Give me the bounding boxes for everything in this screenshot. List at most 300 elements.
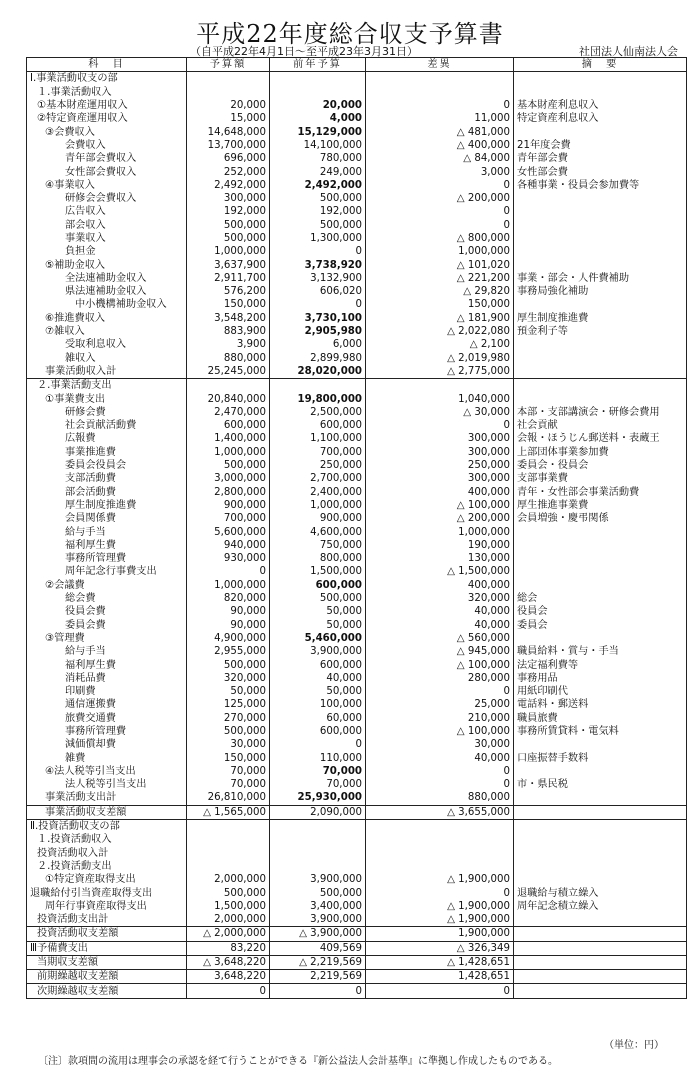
account-cell: 青年部会費収入 — [27, 152, 187, 165]
budget-cell: 880,000 — [187, 352, 270, 365]
prior-budget-cell: 3,132,900 — [270, 272, 366, 285]
account-cell: 社会貢献活動費 — [27, 419, 187, 432]
difference-cell: 150,000 — [366, 298, 514, 311]
remarks-cell — [514, 125, 687, 138]
table-row — [27, 698, 687, 711]
account-cell: 雑収入 — [27, 352, 187, 365]
prior-budget-cell: 780,000 — [270, 152, 366, 165]
difference-cell: 0 — [366, 765, 514, 778]
difference-cell: 0 — [366, 205, 514, 218]
account-cell: １.投資活動収入 — [27, 833, 187, 846]
table-row — [27, 352, 687, 365]
table-row — [27, 618, 687, 631]
remarks-cell: 各種事業・役員会参加費等 — [514, 179, 687, 192]
budget-cell: 13,700,000 — [187, 139, 270, 152]
account-cell: 法人税等引当支出 — [27, 778, 187, 791]
table-row — [27, 913, 687, 927]
table-row — [27, 970, 687, 984]
prior-budget-cell: 40,000 — [270, 672, 366, 685]
table-row — [27, 165, 687, 178]
remarks-cell — [514, 819, 687, 833]
budget-cell: 300,000 — [187, 192, 270, 205]
remarks-cell — [514, 738, 687, 751]
remarks-cell — [514, 192, 687, 205]
prior-budget-cell: 19,800,000 — [270, 392, 366, 405]
table-row — [27, 205, 687, 218]
table-row — [27, 139, 687, 152]
table-row — [27, 592, 687, 605]
prior-budget-cell — [270, 379, 366, 393]
prior-budget-cell: 500,000 — [270, 192, 366, 205]
prior-budget-cell: 3,730,100 — [270, 312, 366, 325]
account-cell: ③会費収入 — [27, 125, 187, 138]
budget-cell — [187, 72, 270, 86]
budget-cell: 26,810,000 — [187, 791, 270, 805]
remarks-cell — [514, 860, 687, 873]
difference-cell: △ 29,820 — [366, 285, 514, 298]
difference-cell: 210,000 — [366, 712, 514, 725]
budget-cell: 20,840,000 — [187, 392, 270, 405]
account-cell: 総会費 — [27, 592, 187, 605]
account-cell: ①事業費支出 — [27, 392, 187, 405]
account-cell: ①基本財産運用収入 — [27, 99, 187, 112]
prior-budget-cell — [270, 819, 366, 833]
budget-cell: △ 2,000,000 — [187, 927, 270, 941]
difference-cell — [366, 72, 514, 86]
difference-cell: △ 2,022,080 — [366, 325, 514, 338]
budget-cell — [187, 86, 270, 99]
prior-budget-cell: 3,900,000 — [270, 645, 366, 658]
budget-cell: 5,600,000 — [187, 525, 270, 538]
account-cell: 通信運搬費 — [27, 698, 187, 711]
unit-label: （単位：円） — [604, 1040, 664, 1051]
prior-budget-cell: 4,600,000 — [270, 525, 366, 538]
remarks-cell: 青年・女性部会事業活動費 — [514, 486, 687, 499]
prior-budget-cell: 0 — [270, 984, 366, 998]
account-cell: 旅費交通費 — [27, 712, 187, 725]
difference-cell — [366, 379, 514, 393]
budget-cell: 25,245,000 — [187, 365, 270, 379]
remarks-cell: 支部事業費 — [514, 472, 687, 485]
remarks-cell — [514, 791, 687, 805]
remarks-cell: 法定福利費等 — [514, 658, 687, 671]
account-cell: 会費収入 — [27, 139, 187, 152]
budget-cell: 50,000 — [187, 685, 270, 698]
account-cell: 給与手当 — [27, 525, 187, 538]
prior-budget-cell — [270, 833, 366, 846]
prior-budget-cell: 192,000 — [270, 205, 366, 218]
remarks-cell: 特定資産利息収入 — [514, 112, 687, 125]
table-row — [27, 539, 687, 552]
table-row — [27, 325, 687, 338]
difference-cell: 1,000,000 — [366, 525, 514, 538]
prior-budget-cell: 800,000 — [270, 552, 366, 565]
prior-budget-cell: 249,000 — [270, 165, 366, 178]
account-cell: 当期収支差額 — [27, 955, 187, 969]
account-cell: 研修会費 — [27, 406, 187, 419]
budget-cell: 3,900 — [187, 338, 270, 351]
table-row — [27, 472, 687, 485]
account-cell: 投資活動収入計 — [27, 847, 187, 860]
prior-budget-cell: 50,000 — [270, 685, 366, 698]
account-cell: 広報費 — [27, 432, 187, 445]
prior-budget-cell: 750,000 — [270, 539, 366, 552]
table-row — [27, 645, 687, 658]
table-row — [27, 860, 687, 873]
remarks-cell — [514, 913, 687, 927]
prior-budget-cell: 20,000 — [270, 99, 366, 112]
difference-cell: △ 100,000 — [366, 725, 514, 738]
budget-cell: 1,000,000 — [187, 245, 270, 258]
table-row — [27, 112, 687, 125]
account-cell: 事業推進費 — [27, 446, 187, 459]
table-row — [27, 179, 687, 192]
table-row — [27, 419, 687, 432]
table-row — [27, 285, 687, 298]
table-row — [27, 432, 687, 445]
table-row — [27, 658, 687, 671]
table-row — [27, 392, 687, 405]
prior-budget-cell: 700,000 — [270, 446, 366, 459]
prior-budget-cell: 606,020 — [270, 285, 366, 298]
difference-cell: 11,000 — [366, 112, 514, 125]
budget-cell: 3,000,000 — [187, 472, 270, 485]
account-cell: 事業活動収入計 — [27, 365, 187, 379]
table-row — [27, 552, 687, 565]
prior-budget-cell: 70,000 — [270, 778, 366, 791]
difference-cell: 280,000 — [366, 672, 514, 685]
budget-cell: 320,000 — [187, 672, 270, 685]
budget-cell — [187, 819, 270, 833]
account-cell: 雑費 — [27, 751, 187, 764]
prior-budget-cell: 100,000 — [270, 698, 366, 711]
account-cell: 会員関係費 — [27, 512, 187, 525]
remarks-cell — [514, 552, 687, 565]
remarks-cell: 委員会 — [514, 618, 687, 631]
account-cell: ②会議費 — [27, 579, 187, 592]
remarks-cell: 厚生推進事業費 — [514, 499, 687, 512]
budget-cell: 0 — [187, 984, 270, 998]
difference-cell: 400,000 — [366, 486, 514, 499]
account-cell: 消耗品費 — [27, 672, 187, 685]
difference-cell: 0 — [366, 219, 514, 232]
prior-budget-cell: 2,090,000 — [270, 805, 366, 819]
account-cell: 厚生制度推進費 — [27, 499, 187, 512]
remarks-cell — [514, 245, 687, 258]
prior-budget-cell: 500,000 — [270, 219, 366, 232]
table-row — [27, 738, 687, 751]
budget-cell: 500,000 — [187, 886, 270, 899]
account-cell: １.事業活動収入 — [27, 86, 187, 99]
prior-budget-cell: 15,129,000 — [270, 125, 366, 138]
prior-budget-cell: 500,000 — [270, 886, 366, 899]
budget-cell: 0 — [187, 565, 270, 578]
footnote: 〔注〕款項間の流用は理事会の承認を経て行うことができる『新公益法人会計基準』に準拠し作成したものである。 — [38, 1056, 558, 1067]
account-cell: 支部活動費 — [27, 472, 187, 485]
budget-cell: 1,000,000 — [187, 579, 270, 592]
table-row — [27, 579, 687, 592]
header-difference: 差異 — [366, 58, 514, 72]
prior-budget-cell: 110,000 — [270, 751, 366, 764]
remarks-cell — [514, 765, 687, 778]
remarks-cell — [514, 352, 687, 365]
table-row — [27, 152, 687, 165]
remarks-cell — [514, 805, 687, 819]
difference-cell: △ 1,900,000 — [366, 873, 514, 886]
table-row — [27, 955, 687, 969]
account-cell: Ⅲ予備費支出 — [27, 941, 187, 955]
budget-cell: 1,000,000 — [187, 446, 270, 459]
prior-budget-cell: 250,000 — [270, 459, 366, 472]
header-prior-budget: 前年予算 — [270, 58, 366, 72]
difference-cell: △ 400,000 — [366, 139, 514, 152]
difference-cell: 0 — [366, 984, 514, 998]
difference-cell: 0 — [366, 179, 514, 192]
prior-budget-cell: 3,400,000 — [270, 900, 366, 913]
difference-cell: △ 2,100 — [366, 338, 514, 351]
prior-budget-cell: 1,500,000 — [270, 565, 366, 578]
prior-budget-cell: 60,000 — [270, 712, 366, 725]
budget-cell: 20,000 — [187, 99, 270, 112]
budget-cell: △ 3,648,220 — [187, 955, 270, 969]
difference-cell: △ 1,428,651 — [366, 955, 514, 969]
prior-budget-cell: 600,000 — [270, 579, 366, 592]
table-row — [27, 298, 687, 311]
budget-cell: 3,648,220 — [187, 970, 270, 984]
account-cell: Ⅱ.投資活動収支の部 — [27, 819, 187, 833]
table-row — [27, 941, 687, 955]
account-cell: Ⅰ.事業活動収支の部 — [27, 72, 187, 86]
prior-budget-cell: 2,899,980 — [270, 352, 366, 365]
prior-budget-cell: 1,100,000 — [270, 432, 366, 445]
budget-table — [26, 57, 687, 999]
prior-budget-cell: 900,000 — [270, 512, 366, 525]
table-row — [27, 791, 687, 805]
remarks-cell — [514, 298, 687, 311]
table-body — [27, 72, 687, 998]
remarks-cell — [514, 365, 687, 379]
table-row — [27, 258, 687, 271]
account-cell: ③管理費 — [27, 632, 187, 645]
prior-budget-cell: 409,569 — [270, 941, 366, 955]
difference-cell: 1,428,651 — [366, 970, 514, 984]
prior-budget-cell — [270, 86, 366, 99]
remarks-cell: 事務局強化補助 — [514, 285, 687, 298]
budget-cell: 2,000,000 — [187, 913, 270, 927]
remarks-cell — [514, 539, 687, 552]
difference-cell: △ 100,000 — [366, 658, 514, 671]
remarks-cell — [514, 984, 687, 998]
table-row — [27, 833, 687, 846]
remarks-cell — [514, 72, 687, 86]
remarks-cell: 役員会 — [514, 605, 687, 618]
account-cell: ⑦雑収入 — [27, 325, 187, 338]
prior-budget-cell: 70,000 — [270, 765, 366, 778]
difference-cell: 0 — [366, 419, 514, 432]
difference-cell: △ 100,000 — [366, 499, 514, 512]
table-row — [27, 125, 687, 138]
budget-cell: 940,000 — [187, 539, 270, 552]
account-cell: ④法人税等引当支出 — [27, 765, 187, 778]
account-cell: 事務所管理費 — [27, 725, 187, 738]
remarks-cell: 21年度会費 — [514, 139, 687, 152]
budget-cell: 192,000 — [187, 205, 270, 218]
account-cell: ２.投資活動支出 — [27, 860, 187, 873]
account-cell: 受取利息収入 — [27, 338, 187, 351]
remarks-cell: 本部・支部講演会・研修会費用 — [514, 406, 687, 419]
account-cell: 県法連補助金収入 — [27, 285, 187, 298]
difference-cell: 1,040,000 — [366, 392, 514, 405]
table-row — [27, 819, 687, 833]
table-row — [27, 365, 687, 379]
prior-budget-cell — [270, 860, 366, 873]
remarks-cell — [514, 579, 687, 592]
budget-cell: 883,900 — [187, 325, 270, 338]
difference-cell: △ 2,019,980 — [366, 352, 514, 365]
account-cell: ④事業収入 — [27, 179, 187, 192]
remarks-cell: 社会貢献 — [514, 419, 687, 432]
budget-cell: 930,000 — [187, 552, 270, 565]
difference-cell: 250,000 — [366, 459, 514, 472]
budget-cell: 3,637,900 — [187, 258, 270, 271]
prior-budget-cell: 600,000 — [270, 419, 366, 432]
prior-budget-cell: 14,100,000 — [270, 139, 366, 152]
table-row — [27, 672, 687, 685]
difference-cell: 25,000 — [366, 698, 514, 711]
difference-cell: 130,000 — [366, 552, 514, 565]
budget-cell: 90,000 — [187, 618, 270, 631]
difference-cell: △ 945,000 — [366, 645, 514, 658]
table-row — [27, 232, 687, 245]
difference-cell: 0 — [366, 886, 514, 899]
prior-budget-cell: 28,020,000 — [270, 365, 366, 379]
budget-cell: 2,911,700 — [187, 272, 270, 285]
prior-budget-cell: 1,300,000 — [270, 232, 366, 245]
account-cell: 減価償却費 — [27, 738, 187, 751]
table-row — [27, 486, 687, 499]
budget-cell: 500,000 — [187, 459, 270, 472]
table-row — [27, 712, 687, 725]
difference-cell: △ 181,900 — [366, 312, 514, 325]
remarks-cell: 口座振替手数料 — [514, 751, 687, 764]
table-row — [27, 565, 687, 578]
budget-cell: 125,000 — [187, 698, 270, 711]
difference-cell: △ 84,000 — [366, 152, 514, 165]
header-remarks: 摘 要 — [514, 58, 687, 72]
remarks-cell: 女性部会費 — [514, 165, 687, 178]
difference-cell: 300,000 — [366, 472, 514, 485]
prior-budget-cell: 600,000 — [270, 725, 366, 738]
remarks-cell — [514, 941, 687, 955]
account-cell: 福利厚生費 — [27, 539, 187, 552]
remarks-cell: 会員増強・慶弔関係 — [514, 512, 687, 525]
prior-budget-cell: 1,000,000 — [270, 499, 366, 512]
budget-cell — [187, 847, 270, 860]
budget-cell — [187, 379, 270, 393]
table-row — [27, 512, 687, 525]
table-row — [27, 805, 687, 819]
prior-budget-cell: 2,905,980 — [270, 325, 366, 338]
remarks-cell: 預金利子等 — [514, 325, 687, 338]
fiscal-period: （自平成22年4月1日～至平成23年3月31日） — [190, 45, 418, 58]
remarks-cell: 基本財産利息収入 — [514, 99, 687, 112]
account-cell: 委員会費 — [27, 618, 187, 631]
difference-cell: △ 800,000 — [366, 232, 514, 245]
account-cell: 投資活動収支差額 — [27, 927, 187, 941]
remarks-cell — [514, 379, 687, 393]
budget-cell: 1,500,000 — [187, 900, 270, 913]
difference-cell: △ 1,900,000 — [366, 913, 514, 927]
prior-budget-cell: 2,700,000 — [270, 472, 366, 485]
difference-cell: 40,000 — [366, 618, 514, 631]
prior-budget-cell: 50,000 — [270, 605, 366, 618]
remarks-cell — [514, 219, 687, 232]
account-cell: 周年記念行事費支出 — [27, 565, 187, 578]
page-title: 平成22年度総合収支予算書 — [196, 20, 504, 48]
budget-cell: 600,000 — [187, 419, 270, 432]
remarks-cell — [514, 955, 687, 969]
difference-cell: 40,000 — [366, 751, 514, 764]
budget-cell: 70,000 — [187, 765, 270, 778]
remarks-cell — [514, 632, 687, 645]
difference-cell: △ 200,000 — [366, 192, 514, 205]
prior-budget-cell: 2,400,000 — [270, 486, 366, 499]
budget-cell: △ 1,565,000 — [187, 805, 270, 819]
account-cell: 給与手当 — [27, 645, 187, 658]
budget-cell: 700,000 — [187, 512, 270, 525]
difference-cell: △ 481,000 — [366, 125, 514, 138]
budget-cell: 696,000 — [187, 152, 270, 165]
difference-cell: △ 3,655,000 — [366, 805, 514, 819]
budget-cell: 15,000 — [187, 112, 270, 125]
difference-cell: 1,900,000 — [366, 927, 514, 941]
table-row — [27, 499, 687, 512]
difference-cell: 300,000 — [366, 432, 514, 445]
account-cell: 負担金 — [27, 245, 187, 258]
difference-cell — [366, 86, 514, 99]
table-row — [27, 605, 687, 618]
prior-budget-cell: 2,492,000 — [270, 179, 366, 192]
remarks-cell: 周年記念積立繰入 — [514, 900, 687, 913]
remarks-cell — [514, 847, 687, 860]
table-row — [27, 751, 687, 764]
budget-cell: 70,000 — [187, 778, 270, 791]
table-row — [27, 192, 687, 205]
remarks-cell: 会報・ほうじん郵送料・表蔵王 — [514, 432, 687, 445]
remarks-cell — [514, 338, 687, 351]
difference-cell: △ 2,775,000 — [366, 365, 514, 379]
budget-cell — [187, 833, 270, 846]
budget-cell: 2,955,000 — [187, 645, 270, 658]
difference-cell: 400,000 — [366, 579, 514, 592]
account-cell: 周年行事資産取得支出 — [27, 900, 187, 913]
table-row — [27, 525, 687, 538]
account-cell: 委員会役員会 — [27, 459, 187, 472]
prior-budget-cell: 6,000 — [270, 338, 366, 351]
table-row — [27, 927, 687, 941]
remarks-cell — [514, 392, 687, 405]
remarks-cell — [514, 970, 687, 984]
remarks-cell: 電話料・郵送料 — [514, 698, 687, 711]
account-cell: 福利厚生費 — [27, 658, 187, 671]
remarks-cell: 事業・部会・人件費補助 — [514, 272, 687, 285]
prior-budget-cell: 3,738,920 — [270, 258, 366, 271]
difference-cell: 300,000 — [366, 446, 514, 459]
budget-cell — [187, 860, 270, 873]
account-cell: 前期繰越収支差額 — [27, 970, 187, 984]
difference-cell: 1,000,000 — [366, 245, 514, 258]
prior-budget-cell: 0 — [270, 245, 366, 258]
